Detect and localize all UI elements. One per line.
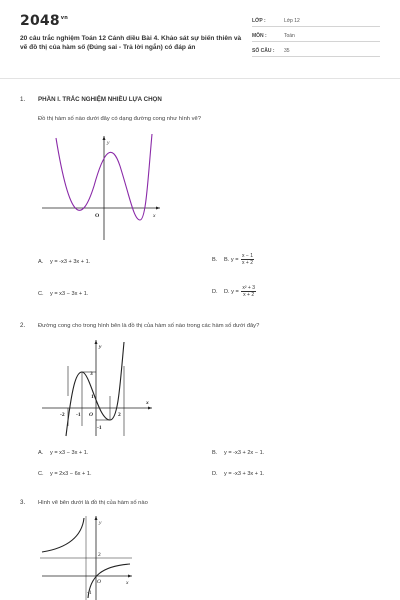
q1-origin-label: O [95, 213, 100, 219]
q2-curve [66, 342, 124, 436]
q1-x-arrow [156, 207, 160, 210]
q1-option-b[interactable] [212, 253, 254, 266]
question-1-heading [20, 96, 162, 103]
q2-tick-neg1x: -1 [76, 412, 81, 418]
q2-option-d-text: y = -x3 + 3x + 1. [224, 471, 265, 477]
q2-option-a-text: y = x3 − 3x + 1. [50, 450, 89, 456]
q1-x-label: x [153, 213, 156, 219]
q3-tick-neg1: -1 [87, 590, 92, 596]
q2-x-label: x [146, 400, 149, 406]
q2-tick-1: 1 [91, 394, 94, 400]
question-2-text: Đường cong cho trong hình bên là đồ thị của hàm số nào trong các hàm số dưới đây? [38, 323, 260, 329]
q2-option-a-label: A. [38, 450, 44, 456]
q2-tick-neg1y: -1 [97, 425, 102, 431]
question-1-graph [38, 128, 162, 242]
q3-tick-2: 2 [98, 552, 101, 558]
q3-origin-label: O [97, 579, 101, 585]
q1-option-d-numerator: x² + 3 [242, 285, 255, 291]
question-1-number: 1. [20, 96, 26, 103]
q2-tick-2: 2 [118, 412, 121, 418]
q1-option-b-numerator: x − 1 [242, 253, 254, 259]
q2-option-c-label: C. [38, 471, 44, 477]
question-1-text: Đồ thị hàm số nào dưới đây có dạng đường cong như hình vẽ? [38, 116, 201, 122]
q2-option-d[interactable] [212, 471, 264, 477]
q2-y-label: y [99, 344, 102, 350]
question-2-graph [38, 336, 156, 438]
q2-origin-label: O [89, 412, 93, 418]
meta-subject-value: Toán [284, 33, 295, 39]
q1-option-d-text: D. y = [224, 288, 239, 295]
logo-text: 2048 [20, 13, 60, 29]
q3-y-arrow [95, 516, 98, 520]
question-2-heading [20, 322, 259, 329]
q3-x-arrow [128, 575, 132, 578]
meta-count-value: 35 [284, 48, 290, 54]
q1-option-d-label: D. [212, 288, 218, 295]
q1-option-c-text: y = x3 − 3x + 1. [50, 291, 89, 297]
document-title: 20 câu trắc nghiệm Toán 12 Cánh diều Bài 4. Khảo sát sự biến thiên và vẽ đồ thị của hàm số (Đúng sai - Trả lời ngắn) có đáp án [20, 35, 242, 52]
question-3-text: Hình vẽ bên dưới là đồ thị của hàm số nào [38, 500, 148, 506]
q1-option-b-text: B. y = [224, 256, 239, 263]
meta-count [252, 44, 380, 57]
question-3-graph [38, 512, 134, 600]
q2-option-c-text: y = 2x3 − 6x + 1. [50, 471, 92, 477]
q1-option-d-denominator: x + 2 [243, 292, 255, 298]
meta-count-key: SỐ CÂU : [252, 48, 275, 54]
meta-subject [252, 29, 380, 42]
q3-y-label: y [99, 520, 102, 526]
question-2-number: 2. [20, 322, 26, 329]
site-logo[interactable] [20, 13, 68, 29]
meta-grade-value: Lớp 12 [284, 18, 300, 24]
q2-option-c[interactable] [38, 471, 92, 477]
meta-grade-key: LỚP : [252, 18, 266, 24]
q1-option-b-label: B. [212, 256, 218, 263]
q2-option-b[interactable] [212, 450, 264, 456]
meta-subject-key: MÔN : [252, 33, 267, 39]
q3-x-label: x [126, 580, 129, 586]
q2-option-b-label: B. [212, 450, 218, 456]
q1-option-a-label: A. [38, 259, 44, 265]
logo-suffix: vn [60, 15, 68, 22]
question-3-number: 3. [20, 499, 26, 506]
q1-option-a-text: y = -x3 + 3x + 1. [50, 259, 91, 265]
q2-option-b-text: y = -x3 + 2x − 1. [224, 450, 265, 456]
q2-tick-neg2: -2 [60, 412, 65, 418]
q2-y-arrow [95, 340, 98, 344]
q3-curve-left [42, 518, 84, 552]
q1-option-d[interactable] [212, 285, 256, 298]
section-title: PHẦN I. TRẮC NGHIỆM NHIỀU LỰA CHỌN [38, 96, 162, 103]
document-header [0, 0, 400, 79]
q2-option-a[interactable] [38, 450, 88, 456]
q1-option-c-label: C. [38, 291, 44, 297]
q3-curve-right [88, 564, 130, 598]
q2-x-arrow [148, 407, 152, 410]
q1-option-b-fraction [241, 253, 254, 266]
q1-y-label: y [107, 140, 110, 146]
q1-option-c[interactable] [38, 291, 88, 297]
question-3-heading [20, 499, 148, 506]
q1-option-a[interactable] [38, 259, 90, 265]
q2-tick-3: 3 [90, 371, 93, 377]
q1-y-arrow [103, 136, 106, 140]
meta-grade [252, 14, 380, 27]
q1-option-d-fraction [241, 285, 256, 298]
q2-option-d-label: D. [212, 471, 218, 477]
q1-option-b-denominator: x + 2 [242, 260, 254, 266]
